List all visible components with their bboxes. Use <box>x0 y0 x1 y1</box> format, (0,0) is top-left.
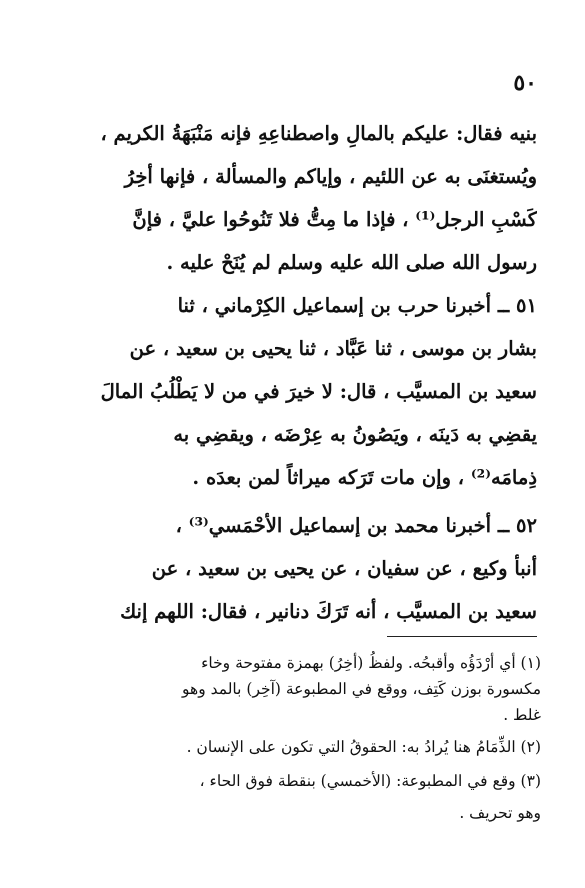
text-line: بشار بن موسى ، ثنا عَبَّاد ، ثنا يحيى بن سعيد ، عن <box>129 337 537 360</box>
text-line: بنيه فقال: عليكم بالمالِ واصطناعِهِ فإنه مَنْبَهَةُ الكريم ، <box>100 122 537 145</box>
footnote-line: غلط . <box>503 706 541 724</box>
footnotes <box>71 650 541 826</box>
footnote-line: وهو تحريف . <box>459 804 541 822</box>
page-number: ٥٠ <box>513 70 537 96</box>
footnote-divider <box>387 636 537 637</box>
text-line: أنبأ وكيع ، عن سفيان ، عن يحيى بن سعيد ، عن <box>151 557 537 580</box>
footnote-line: (٢) الذِّمَامُ هنا يُرادُ به: الحقوقُ التي تكون على الإنسان . <box>186 738 541 756</box>
text-line: كَسْبِ الرجل⁽¹⁾ ، فإذا ما مِتُّ فلا تَنُوحُوا عليَّ ، فإنَّ <box>132 208 537 231</box>
text-line: ذِمامَه⁽²⁾ ، وإن مات تَرَكه ميراثاً لمن بعدَه . <box>192 466 537 489</box>
footnote-line: (٣) وقع في المطبوعة: (الأخمسي) بنقطة فوق الحاء ، <box>199 772 541 790</box>
text-line: سعيد بن المسيَّب ، أنه تَرَكَ دنانير ، فقال: اللهم إنك <box>120 600 537 623</box>
text-line: سعيد بن المسيَّب ، قال: لا خيرَ في من لا يَطْلُبُ المالَ <box>100 380 537 403</box>
paragraph-intro <box>77 112 537 284</box>
footnote-line: (١) أي أرْدَؤُه وأقبحُه. ولفظُ (أخِرُ) بهمزة مفتوحة وخاء <box>201 654 541 672</box>
paragraph-51 <box>77 284 537 499</box>
text-line: ٥٢ ــ أخبرنا محمد بن إسماعيل الأحْمَسي⁽³⁾ ، <box>175 514 537 537</box>
paragraph-52 <box>77 504 537 633</box>
text-line: يقضِي به دَينَه ، ويَصُونُ به عِرْضَه ، ويقضِي به <box>173 423 537 446</box>
footnote-line: مكسورة بوزن كَتِف، ووقع في المطبوعة (آخِر) بالمد وهو <box>182 680 541 698</box>
text-line: ويُستغنَى به عن اللئيم ، وإياكم والمسألة ، فإنها أخِرُ <box>124 165 537 188</box>
text-line: رسول الله صلى الله عليه وسلم لم يُنَحْ عليه . <box>166 251 537 274</box>
text-line: ٥١ ــ أخبرنا حرب بن إسماعيل الكِرْماني ، ثنا <box>177 294 537 317</box>
